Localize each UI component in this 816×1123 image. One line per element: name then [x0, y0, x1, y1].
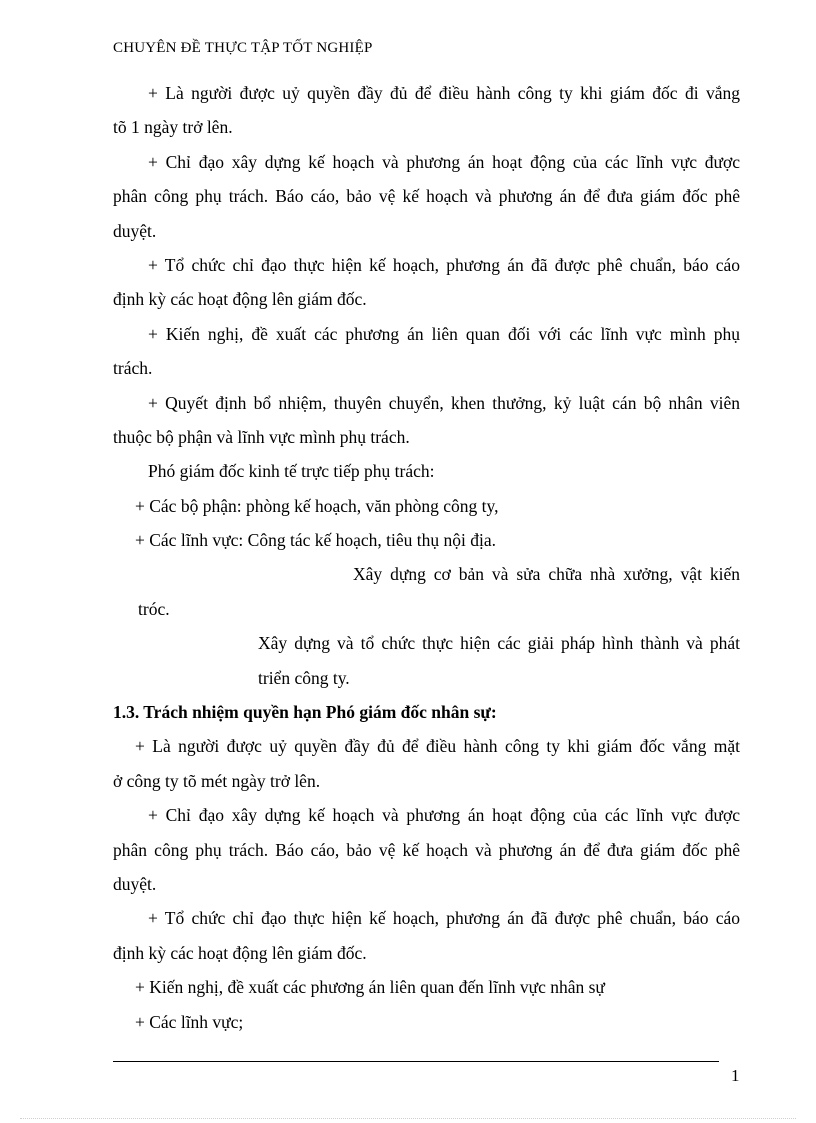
paragraph-line: + Là người được uỷ quyền đầy đủ để điều hành công ty khi giám đốc vắng mặt: [135, 736, 740, 757]
paragraph-line: + Tổ chức chỉ đạo thực hiện kế hoạch, phương án đã được phê chuẩn, báo cáo: [148, 908, 740, 929]
paragraph-line: Phó giám đốc kinh tế trực tiếp phụ trách:: [148, 461, 435, 482]
paragraph-line: định kỳ các hoạt động lên giám đốc.: [113, 942, 367, 963]
paragraph-line: ở công ty tõ mét ngày trở lên.: [113, 770, 321, 791]
paragraph-line: + Chỉ đạo xây dựng kế hoạch và phương án hoạt động của các lĩnh vực được: [148, 805, 740, 826]
paragraph-line: trách.: [113, 358, 153, 379]
paragraph-line: Xây dựng cơ bản và sửa chữa nhà xưởng, vật kiến: [353, 564, 740, 585]
paragraph-line: tõ 1 ngày trở lên.: [113, 117, 233, 138]
section-heading: 1.3. Trách nhiệm quyền hạn Phó giám đốc nhân sự:: [113, 702, 497, 723]
footer-divider: [113, 1061, 719, 1062]
paragraph-line: + Là người được uỷ quyền đầy đủ để điều hành công ty khi giám đốc đi vắng: [148, 83, 740, 103]
paragraph-line: + Tổ chức chỉ đạo thực hiện kế hoạch, phương án đã được phê chuẩn, báo cáo: [148, 254, 740, 275]
paragraph-line: Xây dựng và tổ chức thực hiện các giải pháp hình thành và phát: [258, 633, 740, 654]
paragraph-line: phân công phụ trách. Báo cáo, bảo vệ kế hoạch và phương án để đưa giám đốc phê: [113, 186, 740, 207]
paragraph-line: + Quyết định bổ nhiệm, thuyên chuyển, khen thưởng, kỷ luật cán bộ nhân viên: [148, 392, 740, 413]
page-number: 1: [731, 1066, 740, 1085]
paragraph-line: duyệt.: [113, 220, 157, 241]
page-bottom-edge: [20, 1118, 796, 1119]
paragraph-line: thuộc bộ phận và lĩnh vực mình phụ trách.: [113, 426, 410, 447]
running-header: CHUYÊN ĐỀ THỰC TẬP TỐT NGHIỆP: [113, 40, 373, 56]
paragraph-line: + Kiến nghị, đề xuất các phương án liên quan đến lĩnh vực nhân sự: [135, 977, 605, 998]
paragraph-line: triển công ty.: [258, 667, 350, 688]
paragraph-line: + Các bộ phận: phòng kế hoạch, văn phòng công ty,: [135, 495, 499, 516]
paragraph-line: + Các lĩnh vực;: [135, 1011, 244, 1032]
paragraph-line: định kỳ các hoạt động lên giám đốc.: [113, 289, 367, 310]
paragraph-line: + Chỉ đạo xây dựng kế hoạch và phương án hoạt động của các lĩnh vực được: [148, 151, 740, 172]
paragraph-line: phân công phụ trách. Báo cáo, bảo vệ kế hoạch và phương án để đưa giám đốc phê: [113, 839, 740, 860]
body-text: [113, 76, 740, 1039]
paragraph-line: tróc.: [138, 598, 170, 619]
paragraph-line: + Các lĩnh vực: Công tác kế hoạch, tiêu thụ nội địa.: [135, 530, 497, 551]
paragraph-line: + Kiến nghị, đề xuất các phương án liên quan đối với các lĩnh vực mình phụ: [148, 323, 740, 344]
paragraph-line: duyệt.: [113, 873, 157, 894]
